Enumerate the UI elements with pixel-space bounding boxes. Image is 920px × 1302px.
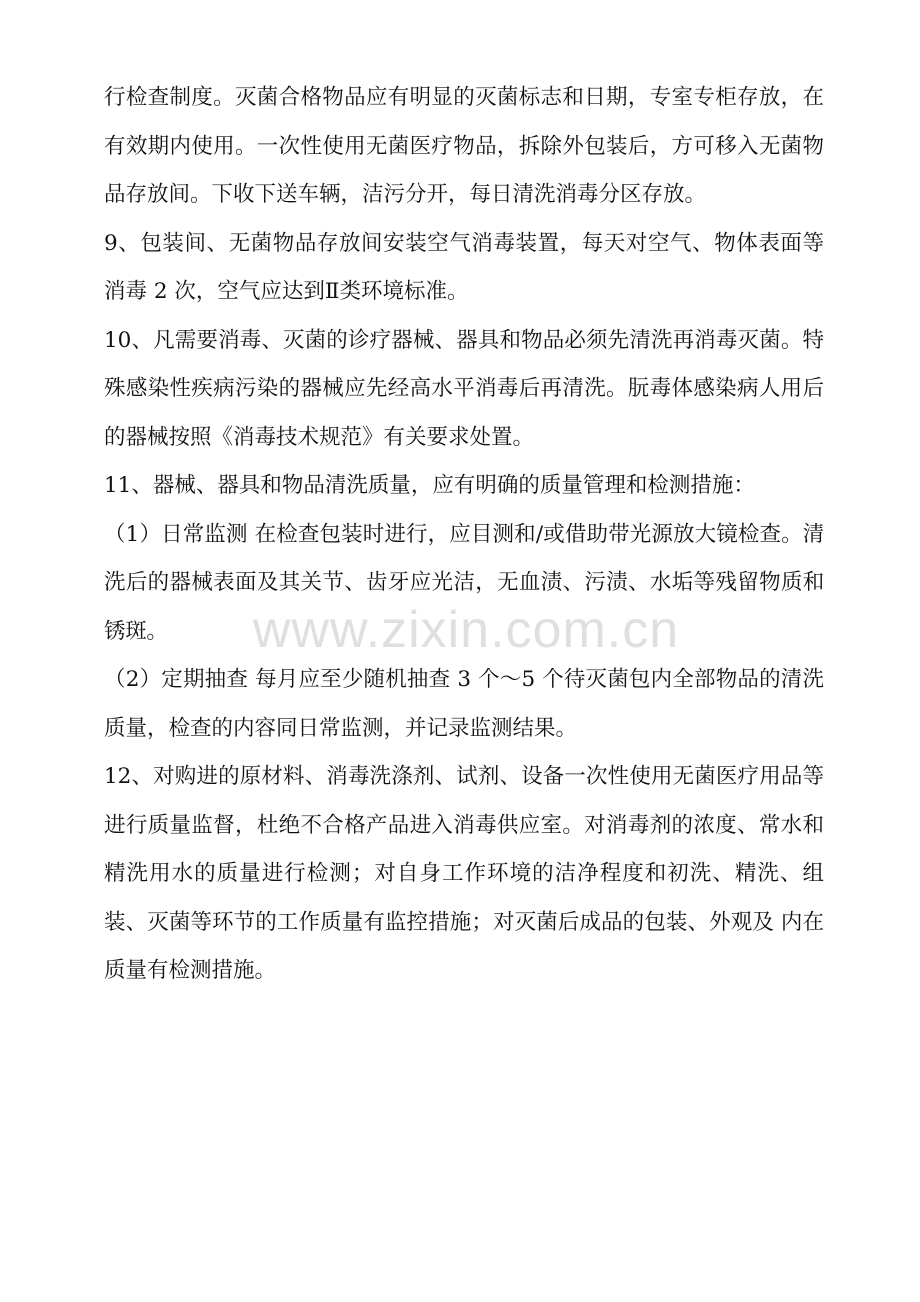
watermark-text: www.zixin.com.cn — [252, 601, 680, 659]
paragraph-item-11-1: （1）日常监测 在检查包装时进行，应目测和/或借助带光源放大镜检查。清洗后的器械表面及其关节、齿牙应光洁，无血渍、污渍、水垢等残留物质和锈斑。 — [104, 521, 824, 644]
paragraph-item-12: 12、对购进的原材料、消毒洗涤剂、试剂、设备一次性使用无菌医疗用品等进行质量监督，杜绝不合格产品进入消毒供应室。对消毒剂的浓度、常水和精洗用水的质量进行检测；对自身工作环境的洁净程度和初洗、精洗、组装、灭菌等环节的工作质量有监控措施；对灭菌后成品的包装、外观及 内在质量有检测措施。 — [104, 764, 824, 983]
paragraph-item-9: 9、包装间、无菌物品存放间安装空气消毒装置，每天对空气、物体表面等消毒 2 次，空气应达到Ⅱ类环境标准。 — [104, 230, 824, 304]
paragraph-continuation: 行检查制度。灭菌合格物品应有明显的灭菌标志和日期，专室专柜存放，在有效期内使用。一次性使用无菌医疗物品，拆除外包装后，方可移入无菌物品存放间。下收下送车辆，洁污分开，每日清洗消毒分区存放。 — [104, 85, 824, 207]
paragraph-item-10: 10、凡需要消毒、灭菌的诊疗器械、器具和物品必须先清洗再消毒灭菌。特殊感染性疾病污染的器械应先经高水平消毒后再清洗。朊毒体感染病人用后的器械按照《消毒技术规范》有关要求处置。 — [104, 327, 824, 450]
paragraph-item-11-2: （2）定期抽查 每月应至少随机抽查 3 个～5 个待灭菌包内全部物品的清洗质量，检查的内容同日常监测，并记录监测结果。 — [104, 667, 824, 741]
document-body — [104, 74, 824, 996]
paragraph-item-11: 11、器械、器具和物品清洗质量，应有明确的质量管理和检测措施： — [104, 473, 755, 498]
